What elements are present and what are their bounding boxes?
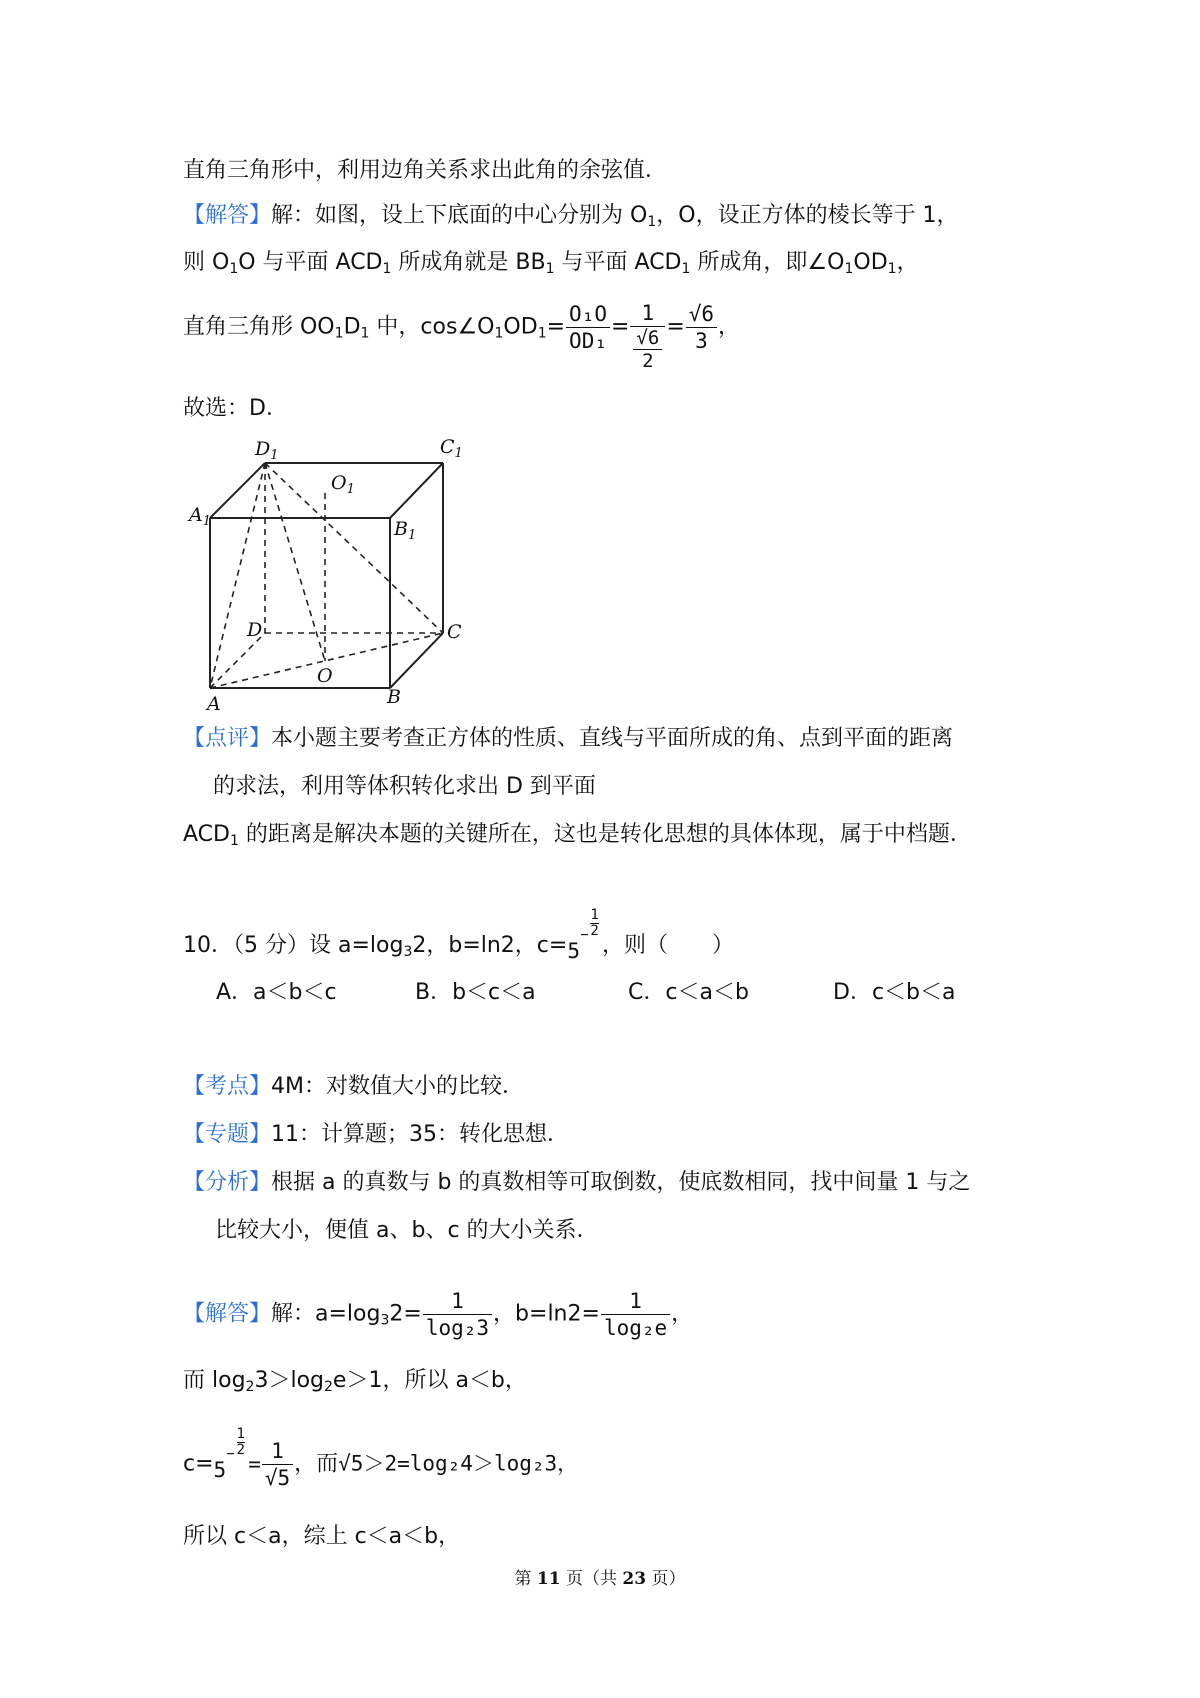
subscript: 1 [887, 261, 897, 277]
jieda-line-1 [183, 1288, 693, 1341]
answer-text: 解：如图，设上下底面的中心分别为 O [271, 203, 648, 228]
stem-text: ，则（ ） [602, 933, 735, 958]
jieda-text: c= [183, 1451, 214, 1477]
fenxi-tag: 【分析】 [183, 1170, 272, 1195]
answer-text: ， [718, 314, 741, 340]
answer-line-3 [183, 300, 740, 372]
kaodian-text: 4M：对数值大小的比较． [271, 1074, 524, 1099]
power-base: 5 [567, 939, 580, 963]
answer-text: O 与平面 ACD [238, 250, 383, 275]
label-b: B [387, 686, 401, 708]
answer-text: OD [503, 314, 538, 340]
kaodian-tag: 【考点】 [183, 1074, 272, 1099]
jieda-text: 而 log [183, 1368, 246, 1393]
subscript: 1 [334, 325, 344, 342]
fraction-denominator: log₂3 [423, 1314, 492, 1341]
fraction-1-over-log2-e [601, 1288, 670, 1341]
subscript: 3 [380, 1312, 390, 1329]
zhuanti-text: 11：计算题；35：转化思想． [271, 1122, 570, 1147]
subscript: 1 [681, 261, 691, 277]
option-d: D．c＜b＜a [833, 980, 956, 1005]
equals-sign: = [248, 1451, 261, 1476]
fraction-numerator: √6 [636, 327, 660, 349]
jieda-line-2 [183, 1366, 527, 1396]
jieda-text: 解：a=log [271, 1301, 381, 1327]
fraction-numerator: 1 [271, 1439, 284, 1463]
hidden-edge-a-d [210, 633, 265, 688]
jieda-tag: 【解答】 [183, 1301, 272, 1327]
comment-line-1 [183, 724, 953, 754]
answer-text: D [343, 314, 361, 340]
stem-text: 10．（5 分）设 a=log [183, 933, 404, 958]
answer-text: 所成角，即∠O [690, 250, 845, 275]
fraction-1-over-log2-3 [423, 1288, 492, 1341]
exponent-denominator: 2 [236, 1441, 245, 1458]
fraction-denominator: √5 [262, 1464, 293, 1491]
subscript: 1 [537, 325, 547, 342]
answer-line-2 [183, 248, 919, 278]
label-c: C [447, 621, 462, 643]
option-b: B．b＜c＜a [415, 980, 536, 1005]
jieda-text: e＞1，所以 a＜b， [332, 1368, 527, 1393]
jieda-text: 2= [389, 1301, 422, 1327]
fraction-denominator: 3 [686, 327, 717, 354]
jieda-line-4: 所以 c＜a，综上 c＜a＜b， [183, 1524, 461, 1549]
exponent-numerator: 1 [236, 1425, 245, 1442]
jieda-text: 3＞log [254, 1368, 324, 1393]
label-a1: $A_1$ [189, 504, 212, 529]
answer-text: OD [853, 250, 888, 275]
power-base: 5 [213, 1457, 227, 1482]
comment-text: 本小题主要考查正方体的性质、直线与平面所成的角、点到平面的距离 [271, 726, 954, 751]
answer-text: 所成角就是 BB [391, 250, 546, 275]
answer-text: 中，cos∠O [369, 314, 495, 340]
fraction-o1o-over-od1 [566, 301, 610, 354]
kaodian-line [183, 1072, 524, 1102]
fraction-denominator [630, 326, 665, 372]
fraction-sqrt6-over-3 [686, 301, 717, 354]
fenxi-line-1 [183, 1168, 970, 1198]
fraction-1-over-sqrt6-half [630, 300, 665, 372]
subscript: 1 [844, 261, 854, 277]
fenxi-line-2: 比较大小，便值 a、b、c 的大小关系． [215, 1218, 599, 1243]
answer-text: ， [896, 250, 919, 275]
edge-b1-c1 [390, 463, 443, 518]
choice-line: 故选：D． [183, 396, 288, 421]
nested-fraction [633, 327, 662, 372]
subscript: 1 [360, 325, 370, 342]
answer-text: = [546, 314, 566, 340]
edge-b-c [390, 633, 443, 688]
jieda-line-3 [183, 1425, 579, 1491]
label-a: A [207, 693, 221, 715]
exponent-denominator: 2 [590, 923, 599, 939]
exponent-fraction [590, 908, 598, 939]
subscript: 1 [494, 325, 504, 342]
equals-sign: = [610, 314, 630, 340]
hidden-line-d1-a [210, 463, 265, 688]
jieda-text: ＞2=log₂4＞log₂3， [363, 1451, 579, 1476]
jieda-text: ，而 [294, 1451, 339, 1477]
zhuanti-line [183, 1120, 569, 1150]
answer-line-1 [183, 201, 959, 231]
label-d: D [247, 619, 263, 641]
jieda-text: ， [671, 1301, 694, 1327]
fenxi-text: 根据 a 的真数与 b 的真数相等可取倒数，使底数相同，找中间量 1 与之 [271, 1170, 971, 1195]
page-total: 23 [622, 1569, 647, 1589]
exponent-fraction [237, 1427, 245, 1458]
answer-text: ，O，设正方体的棱长等于 1， [656, 203, 959, 228]
answer-tag: 【解答】 [183, 203, 272, 228]
fraction-numerator: O₁O [569, 302, 607, 326]
edge-a1-d1 [210, 463, 265, 518]
power-5-neg-half [567, 907, 599, 963]
jieda-text: ，b=ln2= [493, 1301, 600, 1327]
analysis-tail: 直角三角形中，利用边角关系求出此角的余弦值． [183, 158, 668, 183]
zhuanti-tag: 【专题】 [183, 1122, 272, 1147]
subscript: 3 [403, 944, 413, 960]
exponent-minus: − [226, 1445, 235, 1462]
power-exponent [226, 1425, 245, 1465]
comment-line-2: 的求法，利用等体积转化求出 D 到平面 [213, 774, 596, 799]
fraction-numerator: 1 [629, 1289, 642, 1313]
comment-text: 的距离是解决本题的关键所在，这也是转化思想的具体体现，属于中档题． [238, 822, 972, 847]
power-exponent [582, 908, 598, 946]
label-d1: $D_1$ [255, 438, 279, 463]
footer-text: 页（共 [560, 1569, 623, 1589]
fraction-numerator: 1 [451, 1289, 464, 1313]
fraction-denominator: OD₁ [566, 327, 610, 354]
fraction-numerator: √6 [688, 302, 715, 326]
comment-line-3 [183, 820, 972, 850]
hidden-line-d1-o [265, 463, 325, 661]
label-o: O [317, 665, 333, 687]
option-a: A．a＜b＜c [216, 980, 337, 1005]
sqrt5-expression: √5 [338, 1451, 364, 1476]
power-5-neg-half [213, 1425, 245, 1482]
fraction-denominator: log₂e [601, 1314, 670, 1341]
exponent-numerator: 1 [590, 907, 599, 923]
subscript: 1 [229, 833, 239, 849]
subscript: 2 [324, 1379, 333, 1395]
option-c: C．c＜a＜b [628, 980, 749, 1005]
footer-text: 页） [646, 1569, 686, 1589]
subscript: 1 [382, 261, 392, 277]
subscript: 2 [245, 1379, 255, 1395]
footer-text: 第 [514, 1569, 537, 1589]
stem-text: 2，b=ln2，c= [412, 933, 568, 958]
subscript: 1 [647, 214, 657, 230]
comment-tag: 【点评】 [183, 726, 272, 751]
page-footer [0, 1564, 1200, 1589]
fraction-1-over-sqrt5 [262, 1438, 293, 1491]
q10-stem [183, 907, 735, 963]
equals-sign: = [666, 314, 685, 340]
comment-text: ACD [183, 822, 230, 847]
answer-text: 直角三角形 OO [183, 314, 335, 340]
answer-text: 则 O [183, 250, 230, 275]
fraction-denominator: 2 [633, 349, 662, 372]
subscript: 1 [229, 261, 239, 277]
subscript: 1 [545, 261, 555, 277]
label-b1: $B_1$ [394, 518, 417, 543]
page-number: 11 [536, 1569, 561, 1589]
label-o1: $O_1$ [331, 472, 355, 497]
fraction-numerator: 1 [641, 301, 655, 325]
exponent-minus: − [580, 927, 589, 943]
answer-text: 与平面 ACD [554, 250, 682, 275]
cube-figure [185, 433, 465, 728]
label-c1: $C_1$ [440, 436, 463, 461]
